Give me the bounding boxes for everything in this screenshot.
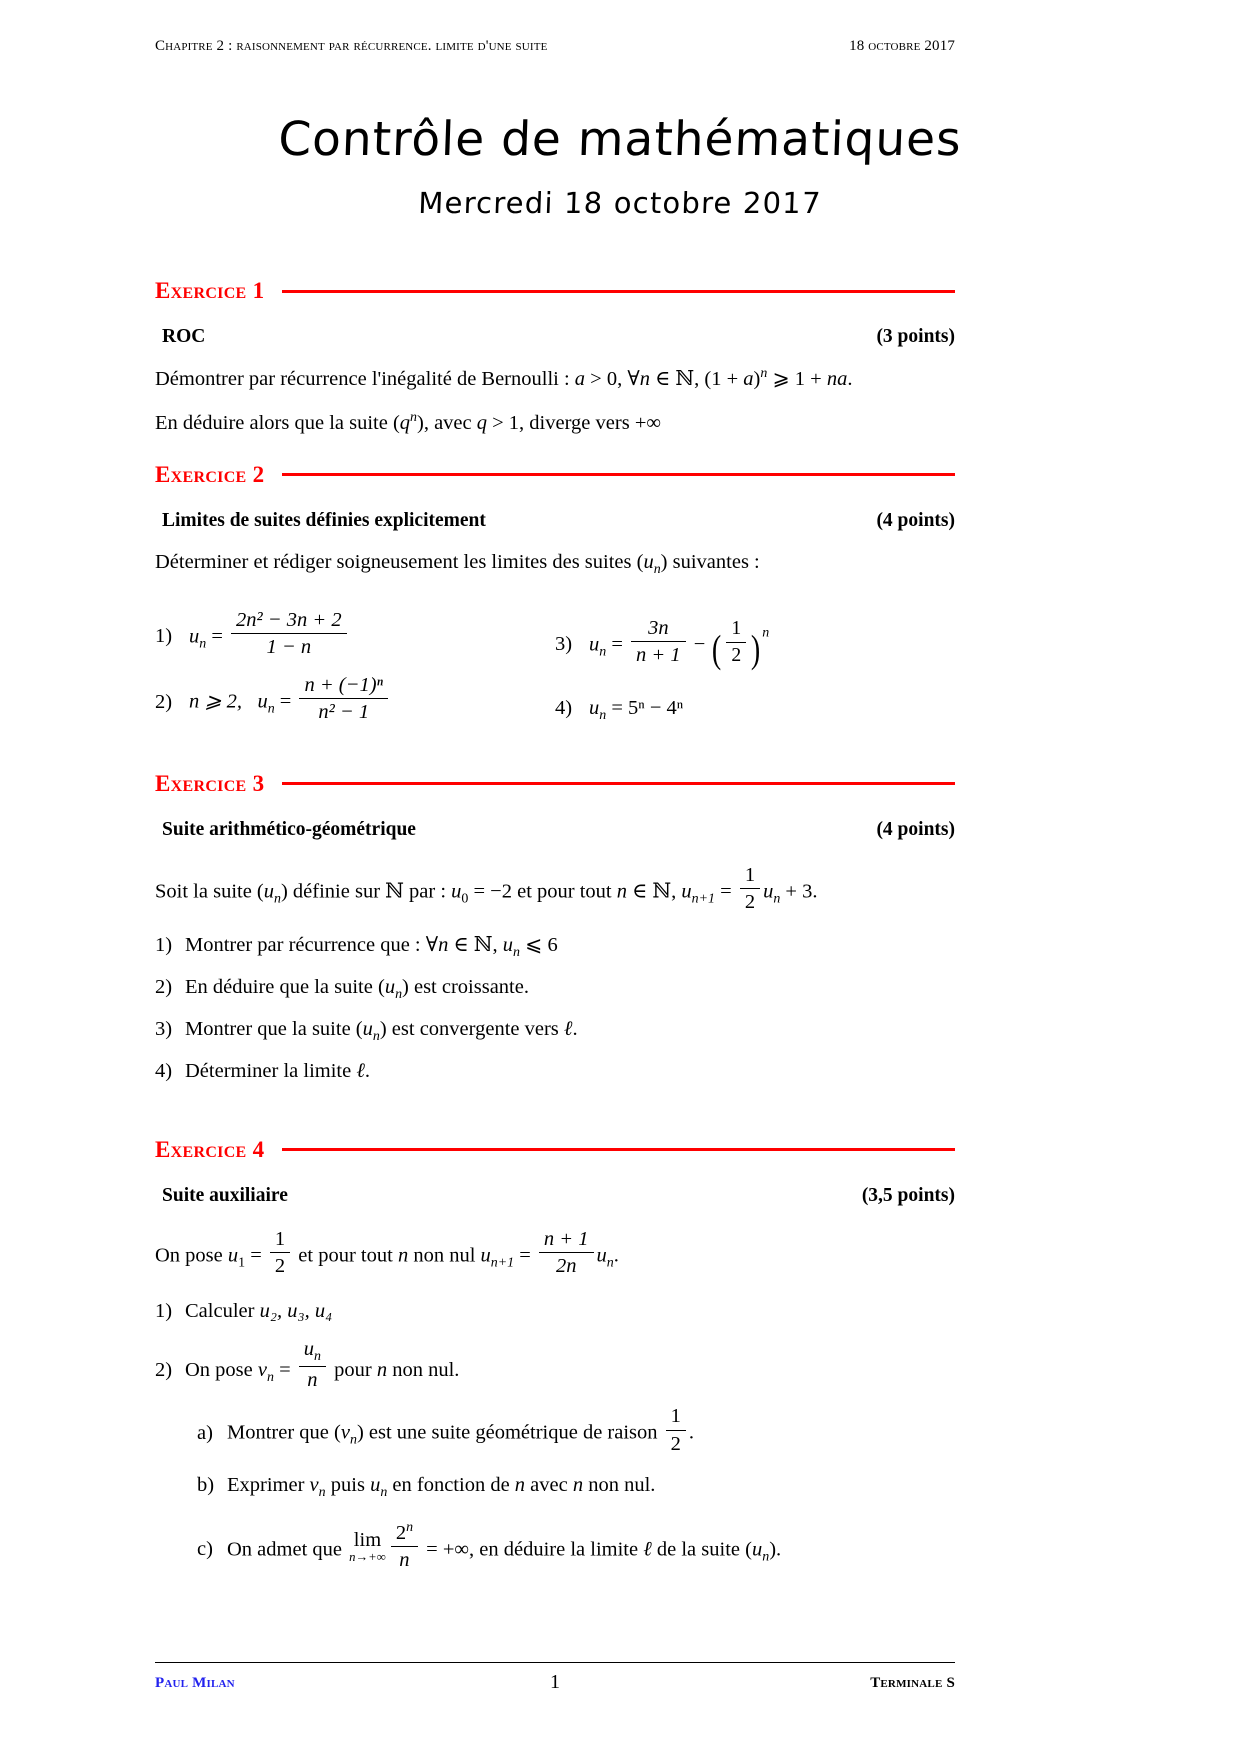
text: On pose: [185, 1358, 258, 1381]
fraction: [299, 673, 388, 724]
exercise-2-item-2: [155, 673, 555, 724]
math-rhs: 5ⁿ − 4ⁿ: [628, 697, 684, 720]
text: + 3.: [780, 880, 818, 903]
text: inégalité de Bernoulli :: [381, 367, 575, 390]
right-paren: ): [751, 627, 761, 671]
fraction-denominator: 2: [670, 1432, 681, 1455]
fraction: [299, 1337, 326, 1393]
fraction: [726, 617, 746, 666]
fraction-denominator: n: [399, 1548, 410, 1571]
math-ell: ℓ: [563, 1017, 573, 1040]
item-marker: 1): [155, 933, 173, 956]
fraction-denominator: n² − 1: [318, 701, 370, 724]
math-var-u: u: [227, 1244, 239, 1267]
text: pour: [329, 1358, 377, 1381]
exercise-1-statement-line-2: [155, 408, 955, 438]
text: ) définie sur ℕ par :: [280, 880, 452, 903]
exercise-3-intro: [155, 863, 955, 914]
exercise-2: [155, 462, 955, 725]
exercise-2-name: Limites de suites définies explicitement: [162, 509, 486, 531]
footer-rule: [155, 1662, 955, 1663]
fraction-numerator: [391, 1520, 418, 1547]
text: > 0,: [585, 367, 628, 390]
text: Calculer: [185, 1300, 260, 1322]
text: non nul.: [387, 1358, 460, 1381]
item-marker: 2): [155, 1358, 173, 1381]
exponent-n: n: [762, 625, 770, 641]
forall-symbol: ∀: [627, 367, 640, 390]
exercise-3-item-1: [155, 930, 955, 964]
exercise-4-items: [155, 1296, 955, 1572]
exercise-3-points: (4 points): [876, 818, 955, 840]
math-var-q: q: [476, 411, 487, 434]
math-var-u: u: [643, 550, 654, 573]
math-var-u: u: [451, 880, 462, 903]
item-marker: 4): [155, 1059, 173, 1082]
exercise-2-items: [155, 600, 955, 725]
fraction: [666, 1404, 686, 1455]
text: Exprimer: [227, 1473, 310, 1496]
text: Déterminer et rédiger soigneusement les limites des suites (: [155, 550, 644, 573]
fraction: [270, 1227, 290, 1278]
text: non nul.: [583, 1473, 656, 1496]
exercise-1-rule: [282, 290, 955, 293]
exercise-2-rule: [282, 473, 955, 476]
left-paren: (: [712, 627, 722, 671]
page-subtitle: Mercredi 18 octobre 2017: [417, 186, 823, 220]
math-var-u: u: [362, 1017, 373, 1040]
apostrophe: ': [377, 367, 382, 390]
fraction-denominator: 2: [274, 1254, 286, 1277]
exercise-3-subtitle-row: [155, 819, 955, 841]
exercise-4-subitem-a: [197, 1404, 955, 1455]
fraction-numerator: 1: [726, 617, 746, 642]
exercise-3-name: Suite arithmético-géométrique: [162, 818, 416, 840]
exercise-4-subtitle-row: [155, 1185, 955, 1207]
item-marker: b): [197, 1473, 215, 1496]
limit-label: lim: [353, 1528, 382, 1551]
fraction: [539, 1227, 594, 1278]
fraction-numerator: [299, 1337, 326, 1368]
exercise-3-label: Exercice 3: [155, 770, 265, 796]
math-var-u: u: [263, 880, 275, 903]
exercise-1: [155, 278, 955, 438]
subscript-n: n: [349, 1433, 357, 1449]
minus-sign: −: [688, 633, 711, 656]
subscript-n: n: [318, 1484, 326, 1500]
equals: =: [245, 1244, 267, 1267]
math-var-u: u: [589, 633, 600, 656]
math-var-a: a: [574, 367, 586, 390]
exercise-3: [155, 771, 955, 1087]
exercise-2-intro: [155, 548, 955, 580]
exercise-4-label: Exercice 4: [155, 1136, 265, 1162]
math-var-n: n: [572, 1473, 584, 1496]
fraction-numerator: 1: [270, 1227, 290, 1253]
fraction-denominator: n + 1: [636, 643, 681, 666]
item-marker: 1): [155, 1300, 173, 1322]
item-marker: 3): [555, 633, 573, 656]
math-var-u: u: [257, 690, 268, 713]
subscript-1: 1: [238, 1255, 246, 1271]
exercise-3-item-2: [155, 972, 955, 1006]
fraction: [391, 1520, 418, 1572]
math-var-n: n: [376, 1358, 388, 1381]
forall-symbol: ∀: [425, 933, 439, 956]
fraction-denominator: 1 − n: [266, 635, 312, 658]
text: ) est croissante.: [402, 975, 529, 998]
math-var-n: n: [397, 1244, 409, 1267]
item-marker: 2): [155, 975, 173, 998]
text: ⩾ 1 +: [767, 367, 827, 390]
item-marker: 4): [555, 697, 573, 720]
fraction-numerator: 1: [740, 863, 760, 889]
text: Montrer que (: [227, 1422, 341, 1444]
exercise-4-item-2: [155, 1337, 955, 1393]
footer-author: Paul Milan: [155, 1675, 235, 1691]
subscript-n: n: [653, 561, 661, 577]
equals: =: [273, 1358, 296, 1381]
subscript-n: n: [395, 986, 403, 1002]
fraction-denominator: 2: [731, 643, 742, 666]
text: ∈ ℕ, (1 +: [649, 367, 744, 390]
running-head: [155, 38, 955, 55]
exercise-1-points: (3 points): [876, 326, 955, 347]
math-na: na: [826, 367, 848, 390]
text: On admet que: [227, 1538, 348, 1561]
base-2: 2: [395, 1521, 407, 1544]
fraction-numerator: n + (−1)ⁿ: [299, 673, 388, 699]
text: > 1, diverge vers +∞: [487, 411, 661, 434]
exercise-2-points: (4 points): [876, 509, 955, 531]
subscript-n: n: [372, 1028, 380, 1044]
exercise-1-label: Exercice 1: [155, 278, 265, 303]
math-var-u: u: [763, 880, 774, 903]
text: ) est une suite géométrique de raison: [356, 1422, 663, 1444]
fraction-denominator: 2n: [555, 1254, 577, 1277]
exercise-3-items: [155, 930, 955, 1087]
equals: =: [606, 697, 629, 720]
subscript-n-plus-1: n+1: [490, 1255, 515, 1271]
exercise-2-item-4: [555, 697, 955, 724]
math-var-v: v: [257, 1358, 267, 1381]
math-var-u: u: [596, 1244, 607, 1267]
math-list-u2-u3-u4: u₂, u₃, u₄: [259, 1300, 333, 1322]
exercise-4-heading: [155, 1137, 955, 1163]
math-var-a: a: [743, 367, 754, 390]
exercise-1-statement-line-1: [155, 364, 955, 394]
text: = −2 et pour tout: [468, 880, 617, 903]
math-var-n: n: [616, 880, 627, 903]
page-title: Contrôle de mathématiques: [277, 112, 963, 167]
math-var-v: v: [340, 1422, 350, 1444]
subscript-0: 0: [461, 891, 469, 907]
exercise-2-item-1: [155, 608, 555, 659]
running-head-date: 18 octobre 2017: [849, 38, 955, 54]
math-var-u: u: [480, 1244, 491, 1267]
exercise-4-intro: [155, 1227, 955, 1278]
exercise-3-heading: [155, 771, 955, 797]
item-marker: c): [197, 1538, 213, 1561]
exercise-2-label: Exercice 2: [155, 461, 265, 487]
math-ell: ℓ: [356, 1059, 365, 1082]
item-marker: 3): [155, 1017, 173, 1040]
exponent-n: n: [760, 366, 768, 381]
subscript-n: n: [274, 891, 281, 907]
math-var-u: u: [384, 975, 396, 998]
exercise-2-item-3: [555, 616, 955, 671]
fraction-numerator: 3n: [631, 616, 686, 642]
item-marker: 2): [155, 690, 173, 713]
fraction: [740, 863, 760, 914]
text: .: [572, 1017, 578, 1040]
item-marker: a): [197, 1422, 213, 1444]
text: Démontrer par récurrence l: [155, 367, 378, 390]
exercise-4-subitem-c: [197, 1520, 955, 1572]
equals: =: [606, 633, 629, 656]
exercise-3-rule: [282, 782, 955, 785]
text: .: [847, 367, 853, 390]
text: ), avec: [417, 411, 477, 434]
text: avec: [525, 1473, 573, 1496]
subscript-n-plus-1: n+1: [691, 891, 716, 907]
subscript-n: n: [599, 644, 607, 660]
math-var-v: v: [309, 1473, 319, 1496]
math-var-u: u: [751, 1538, 763, 1561]
subscript-n: n: [773, 891, 781, 907]
math-var-u: u: [189, 625, 200, 648]
text: Soit la suite (: [155, 880, 264, 903]
subscript-n: n: [762, 1549, 770, 1565]
text: On pose: [155, 1244, 228, 1267]
text: .: [364, 1059, 371, 1082]
exercise-2-column-right: [555, 600, 955, 725]
text: = +∞, en déduire la limite: [421, 1538, 644, 1561]
equals: =: [514, 1244, 536, 1267]
fraction-denominator: 2: [744, 890, 756, 913]
text: Montrer que la suite (: [185, 1017, 363, 1040]
fraction: [631, 616, 686, 667]
text: puis: [325, 1473, 371, 1496]
exercise-4-subitems: [155, 1404, 955, 1572]
exercise-2-heading: [155, 462, 955, 488]
text: En déduire alors que la suite (: [155, 411, 400, 434]
text: .: [688, 1422, 695, 1444]
fraction-numerator: n + 1: [539, 1227, 594, 1253]
text: de la suite (: [651, 1538, 752, 1561]
equals: =: [206, 625, 229, 648]
exercise-1-name: ROC: [162, 326, 206, 347]
exercise-3-item-4: [155, 1056, 955, 1087]
fraction: [231, 608, 347, 659]
subscript-n: n: [267, 701, 275, 717]
text: en fonction de: [387, 1473, 515, 1496]
limit-subscript: n→+∞: [349, 1550, 386, 1565]
math-var-n: n: [514, 1473, 526, 1496]
running-head-chapter: Chapitre 2 : raisonnement par récurrence. limite d'une suite: [155, 38, 548, 54]
exercise-1-subtitle-row: [155, 326, 955, 348]
exercise-1-heading: [155, 278, 955, 304]
text: et pour tout: [293, 1244, 398, 1267]
text: ) suivantes :: [660, 550, 760, 573]
math-var-u: u: [303, 1337, 315, 1360]
text: .: [613, 1244, 619, 1267]
subscript-n: n: [599, 708, 607, 724]
subscript-n: n: [199, 636, 207, 652]
footer-page-number: 1: [550, 1671, 560, 1693]
math-var-n: n: [438, 933, 449, 956]
math-var-u: u: [502, 933, 514, 956]
math-var-n: n: [639, 367, 650, 390]
text: ⩽ 6: [520, 933, 558, 956]
subscript-n: n: [380, 1484, 388, 1500]
exercise-3-item-3: [155, 1014, 955, 1048]
text: ): [753, 367, 761, 390]
fraction-denominator: n: [307, 1369, 318, 1392]
subscript-n: n: [513, 944, 521, 960]
equals: =: [274, 690, 297, 713]
math-var-u: u: [681, 880, 692, 903]
exercise-4-name: Suite auxiliaire: [162, 1184, 288, 1206]
text: ∈ ℕ,: [448, 933, 503, 956]
exponent-n: n: [406, 1519, 414, 1535]
footer: [155, 1671, 955, 1693]
fraction-numerator: 1: [666, 1404, 686, 1430]
fraction-numerator: 2n² − 3n + 2: [231, 608, 347, 634]
text: En déduire que la suite (: [185, 975, 385, 998]
equals: =: [715, 880, 737, 903]
subscript-n: n: [606, 1255, 614, 1271]
text: Montrer par récurrence que :: [185, 933, 426, 956]
text: non nul: [408, 1244, 481, 1267]
text: Déterminer la limite: [185, 1059, 357, 1082]
exercise-4-item-1: [155, 1296, 955, 1327]
limit-operator: [349, 1530, 386, 1565]
exponent-n: n: [410, 409, 417, 425]
exercise-4-rule: [282, 1148, 955, 1151]
subscript-n: n: [314, 1348, 321, 1364]
math-var-u: u: [370, 1473, 381, 1496]
footer-class: Terminale S: [870, 1675, 955, 1691]
exercise-2-column-left: [155, 600, 555, 725]
text: ) est convergente vers: [379, 1017, 564, 1040]
exercise-4-subitem-b: [197, 1470, 955, 1504]
exercise-2-subtitle-row: [155, 510, 955, 532]
item-marker: 1): [155, 625, 173, 648]
exercise-4-points: (3,5 points): [861, 1184, 955, 1206]
math-ell: ℓ: [643, 1538, 652, 1561]
exercise-4: [155, 1137, 955, 1572]
math-var-u: u: [589, 697, 600, 720]
text: ).: [769, 1538, 782, 1561]
math-var-q: q: [399, 411, 411, 434]
text: ∈ ℕ,: [627, 880, 682, 903]
math-condition: n ⩾ 2,: [189, 690, 243, 713]
subscript-n: n: [267, 1369, 274, 1385]
